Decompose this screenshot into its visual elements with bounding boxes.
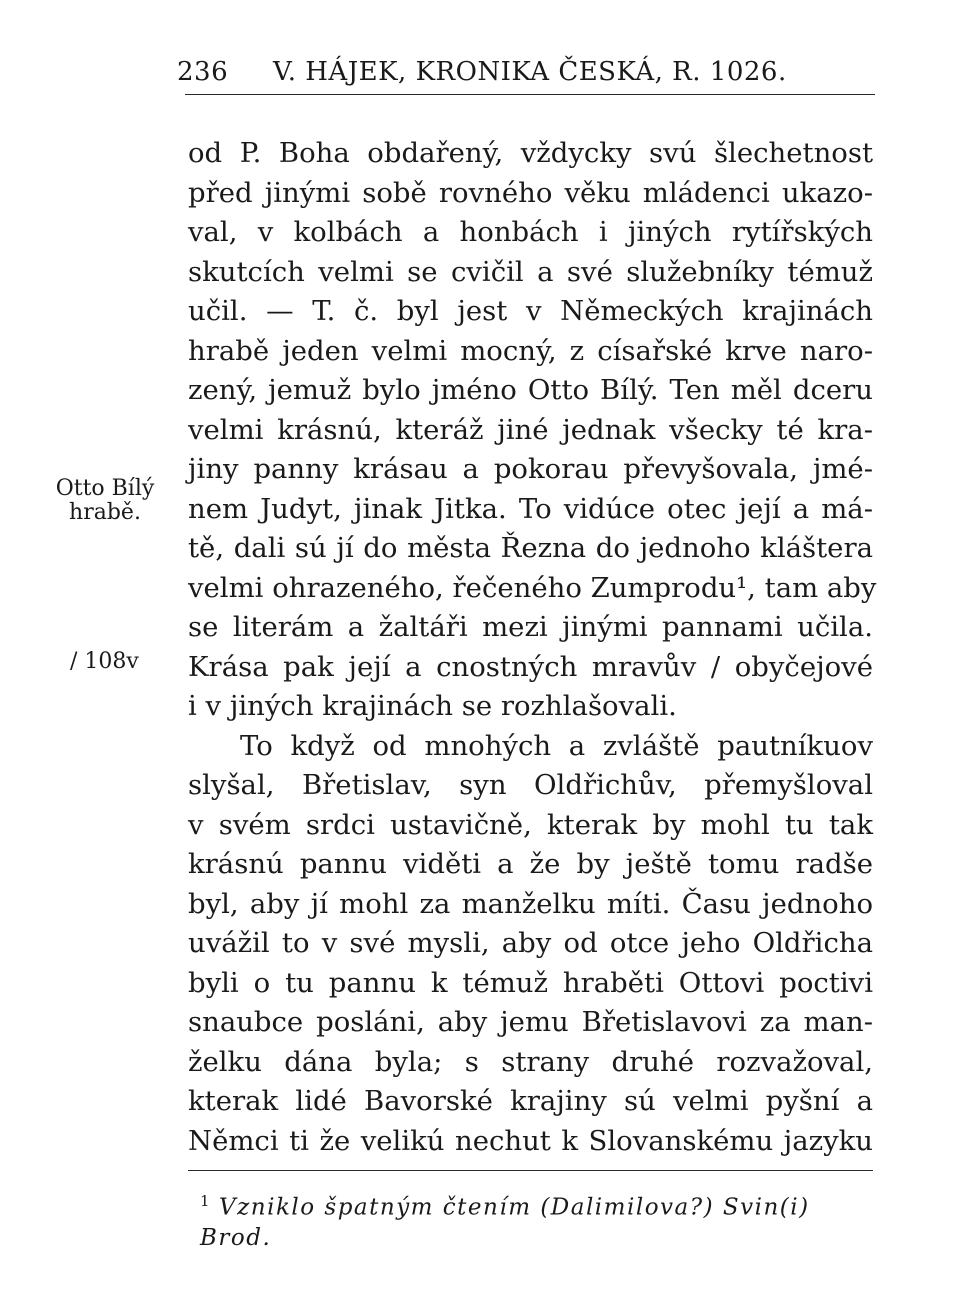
header-rule	[185, 94, 875, 95]
text-line: slyšal, Břetislav, syn Oldřichův, přemyšloval	[188, 769, 873, 801]
text-line: snaubce posláni, aby jemu Břetislavovi za man-	[188, 1006, 873, 1038]
text-line: uvážil to v své mysli, aby od otce jeho Oldřicha	[188, 927, 873, 959]
text-line: skutcích velmi se cvičil a své služebníky témuž	[188, 255, 873, 288]
text-line: zený, jemuž bylo jméno Otto Bílý. Ten měl dceru	[188, 374, 873, 406]
text-line: Krása pak její a cnostných mravův / obyčejové	[188, 650, 873, 683]
text-line: hrabě jeden velmi mocný, z císařské krve naro-	[188, 334, 873, 367]
margin-note-otto-line2: hrabě.	[69, 500, 141, 525]
text-line: To když od mnohých a zvláště pautníkuov	[240, 729, 873, 762]
text-line: v svém srdci ustavičně, kterak by mohl tu tak	[188, 808, 873, 841]
text-line: želku dána byla; s strany druhé rozvažoval,	[188, 1045, 873, 1078]
body-text	[188, 134, 877, 1161]
text-line: učil. — T. č. byl jest v Německých krajinách	[188, 295, 873, 327]
text-line: tě, dali sú jí do města Řezna do jednoho kláštera	[188, 532, 873, 564]
text-line: byl, aby jí mohl za manželku míti. Času jednoho	[188, 887, 873, 920]
text-line: kterak lidé Bavorské krajiny sú velmi pyšní a	[188, 1085, 873, 1117]
text-line: velmi krásnú, kteráž jiné jednak všecky té kra-	[188, 413, 873, 446]
footnote-rule	[188, 1170, 873, 1171]
text-line: i v jiných krajinách se rozhlašovali.	[188, 690, 677, 722]
running-title: V. HÁJEK, KRONIKA ČESKÁ, R. 1026.	[273, 57, 787, 87]
margin-note-otto-line1: Otto Bílý	[55, 476, 155, 501]
text-line: nem Judyt, jinak Jitka. To vidúce otec její a má-	[188, 492, 873, 525]
page-number: 236	[177, 57, 229, 87]
page-header	[177, 52, 875, 96]
margin-note-otto	[40, 477, 170, 525]
text-line: se literám a žaltáři mezi jinými pannami učila.	[188, 611, 873, 643]
text-line: od P. Boha obdařený, vždycky svú šlechetnost	[188, 137, 873, 169]
text-line: byli o tu pannu k témuž hraběti Ottovi poctivi	[188, 966, 873, 999]
text-line: val, v kolbách a honbách i jiných rytířských	[188, 216, 873, 248]
text-line: Němci ti že velikú nechut k Slovanskému jazyku	[188, 1124, 873, 1157]
text-line: krásnú pannu viděti a že by ještě tomu radše	[188, 848, 873, 880]
footnote-text: Vzniklo špatným čtením (Dalimilova?) Svin(i) Brod.	[200, 1194, 810, 1251]
text-line: před jinými sobě rovného věku mládenci ukazo-	[188, 176, 873, 209]
footnote	[200, 1186, 880, 1253]
text-line: jiny panny krásau a pokorau převyšovala, jmé-	[188, 453, 873, 485]
margin-note-folio: / 108v	[70, 649, 139, 674]
text-line: velmi ohrazeného, řečeného Zumprodu¹, tam aby	[188, 571, 877, 604]
footnote-mark: 1	[200, 1192, 212, 1210]
